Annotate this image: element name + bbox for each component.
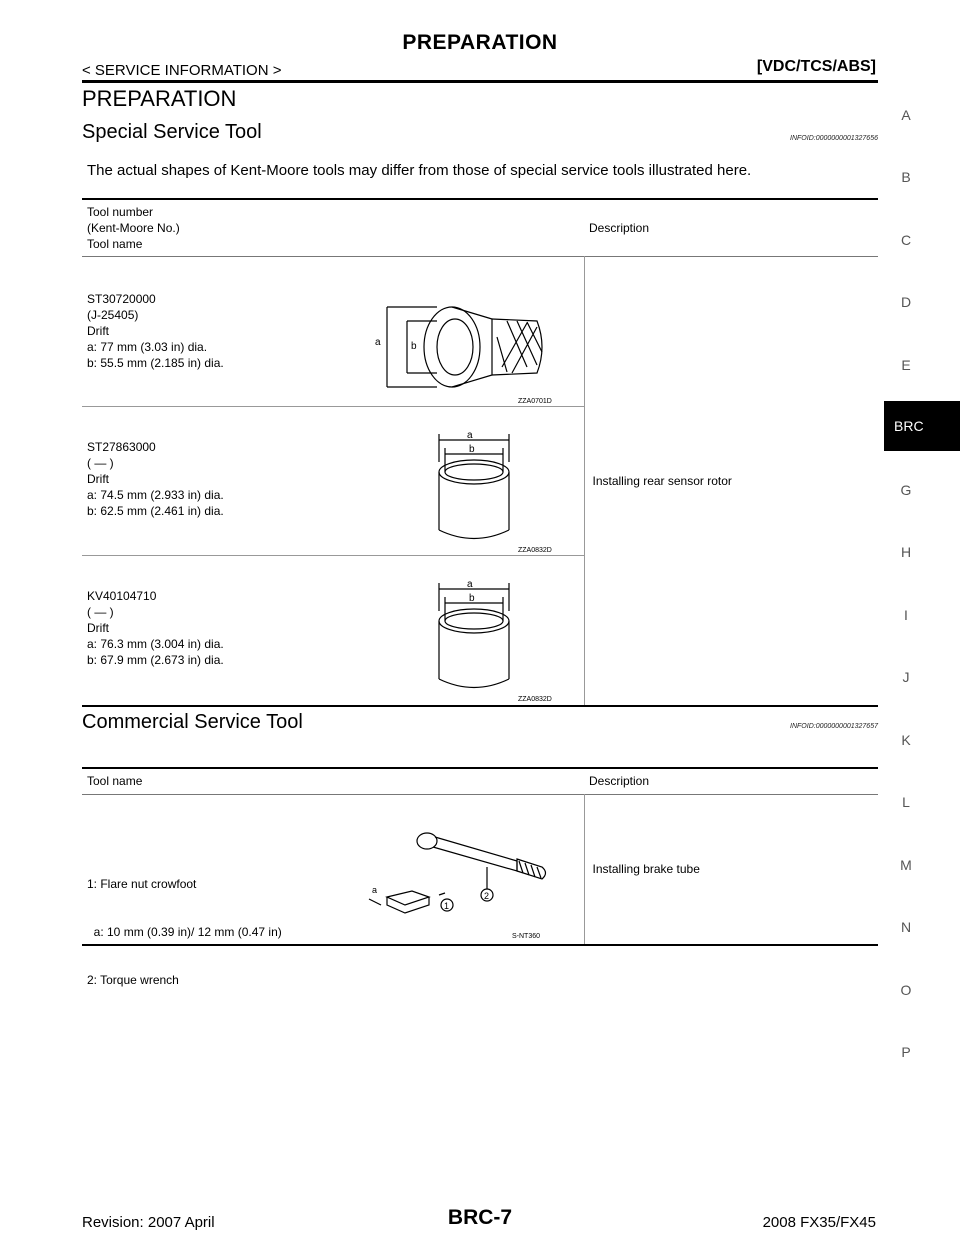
- index-tab-a[interactable]: A: [901, 107, 911, 123]
- dimension-a: a: 76.3 mm (3.004 in) dia.: [87, 636, 224, 651]
- footer-model: 2008 FX35/FX45: [762, 1214, 876, 1231]
- description-column-header: Description: [589, 220, 650, 235]
- index-tab-g[interactable]: G: [900, 482, 912, 498]
- description-column-header: Description: [589, 774, 650, 789]
- index-tab-b[interactable]: B: [901, 169, 911, 185]
- figure-code: ZZA0701D: [518, 397, 552, 405]
- dimension-b: b: 55.5 mm (2.185 in) dia.: [87, 355, 224, 370]
- table-row: [82, 256, 878, 406]
- kent-moore-number: ( — ): [87, 455, 114, 470]
- special-tool-header-row: [82, 199, 878, 256]
- tool-number: ST30720000: [87, 291, 156, 306]
- footer-page-number: BRC-7: [447, 1206, 513, 1229]
- tool-name: Drift: [87, 471, 109, 486]
- col-tool-line: Tool name: [87, 236, 143, 251]
- drift-illustration-ring: [437, 578, 537, 691]
- dim-label-a: a: [375, 336, 381, 348]
- tool-item-crowfoot-size: a: 10 mm (0.39 in)/ 12 mm (0.47 in): [87, 924, 282, 939]
- dim-label-b: b: [469, 443, 475, 455]
- tool-cell: [82, 794, 584, 987]
- index-tab-d[interactable]: D: [900, 294, 912, 310]
- special-tool-heading: Special Service Tool: [82, 121, 262, 143]
- index-tab-o[interactable]: O: [900, 982, 912, 998]
- commercial-tool-infoid: INFOID:0000000001327657: [790, 723, 878, 730]
- footer-revision: Revision: 2007 April: [82, 1214, 215, 1231]
- index-tab-e[interactable]: E: [901, 357, 911, 373]
- section-index-sidebar: [884, 0, 960, 1242]
- header-rule: [82, 80, 878, 83]
- index-tab-j[interactable]: J: [902, 669, 910, 685]
- figure-code: ZZA0832D: [518, 695, 552, 703]
- index-tab-k[interactable]: K: [901, 732, 911, 748]
- dim-label-a: a: [467, 578, 473, 590]
- index-tab-m[interactable]: M: [900, 857, 912, 873]
- description-cell: Installing rear sensor rotor: [584, 256, 878, 706]
- tool-number: KV40104710: [87, 588, 157, 603]
- drift-illustration-large: [377, 297, 567, 397]
- dimension-a: a: 77 mm (3.03 in) dia.: [87, 339, 208, 354]
- commercial-tool-table: [82, 767, 878, 987]
- figure-code: S-NT360: [512, 932, 541, 940]
- commercial-tool-heading: Commercial Service Tool: [82, 711, 303, 733]
- dim-label-a: a: [467, 429, 473, 441]
- tool-name-column-header: Tool name: [87, 774, 143, 789]
- index-tab-l[interactable]: L: [902, 794, 910, 810]
- col-tool-line: Tool number: [87, 204, 154, 219]
- header-section-label: < SERVICE INFORMATION >: [82, 62, 282, 79]
- drift-illustration-ring: [437, 429, 537, 542]
- index-tab-brc-active[interactable]: BRC: [884, 401, 960, 451]
- callout-2: 2: [484, 890, 490, 901]
- tool-item-torque-wrench: 2: Torque wrench: [87, 972, 179, 987]
- tool-cell: [82, 256, 584, 406]
- special-tool-table: [82, 198, 878, 707]
- tool-number: ST27863000: [87, 439, 156, 454]
- special-tool-infoid: INFOID:0000000001327656: [790, 135, 878, 142]
- dim-label-a: a: [372, 884, 378, 895]
- tool-name: Drift: [87, 323, 109, 338]
- dim-label-b: b: [411, 340, 417, 352]
- tool-cell: [82, 555, 584, 706]
- tool-column-header: [82, 199, 584, 256]
- figure-code: ZZA0832D: [518, 546, 552, 554]
- index-tab-n[interactable]: N: [900, 919, 912, 935]
- special-tool-intro: The actual shapes of Kent-Moore tools may differ from those of special service tools illustrated here.: [87, 162, 752, 179]
- commercial-tool-header-row: [82, 768, 878, 794]
- table-row: [82, 794, 878, 945]
- tool-cell: [82, 406, 584, 555]
- index-tab-i[interactable]: I: [904, 607, 908, 623]
- col-tool-line: (Kent-Moore No.): [87, 220, 180, 235]
- kent-moore-number: ( — ): [87, 604, 114, 619]
- dim-label-b: b: [469, 592, 475, 604]
- dimension-b: b: 62.5 mm (2.461 in) dia.: [87, 503, 224, 518]
- index-tab-h[interactable]: H: [900, 544, 912, 560]
- torque-wrench-illustration: [367, 825, 567, 935]
- description-cell: Installing brake tube: [584, 794, 878, 945]
- callout-1: 1: [444, 900, 450, 911]
- index-tab-c[interactable]: C: [900, 232, 912, 248]
- header-system-label: [VDC/TCS/ABS]: [756, 58, 876, 75]
- section-title: PREPARATION: [82, 86, 237, 111]
- dimension-b: b: 67.9 mm (2.673 in) dia.: [87, 652, 224, 667]
- page-header-title: PREPARATION: [402, 31, 558, 54]
- tool-name: Drift: [87, 620, 109, 635]
- dimension-a: a: 74.5 mm (2.933 in) dia.: [87, 487, 224, 502]
- tool-item-crowfoot: 1: Flare nut crowfoot: [87, 876, 197, 891]
- kent-moore-number: (J-25405): [87, 307, 139, 322]
- index-tab-p[interactable]: P: [901, 1044, 911, 1060]
